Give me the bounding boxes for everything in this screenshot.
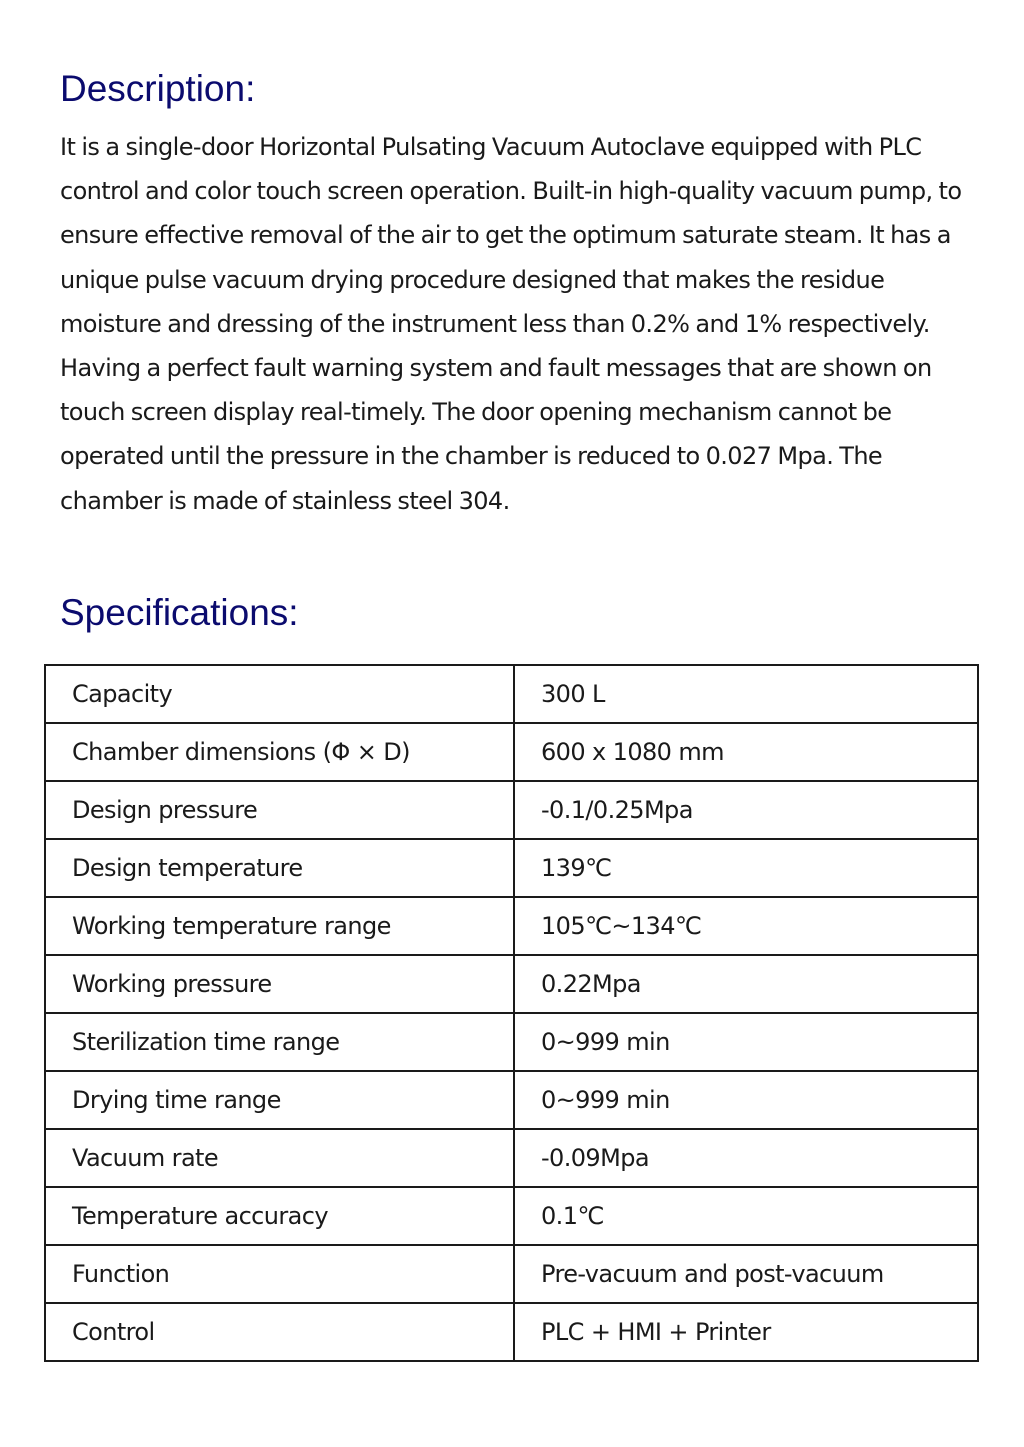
spec-label: Drying time range: [45, 1071, 514, 1129]
description-heading: Description:: [60, 68, 256, 109]
spec-label: Design temperature: [45, 839, 514, 897]
spec-label: Working pressure: [45, 955, 514, 1013]
spec-value: 0~999 min: [514, 1013, 978, 1071]
table-row: [45, 1303, 978, 1361]
spec-label: Vacuum rate: [45, 1129, 514, 1187]
table-row: [45, 781, 978, 839]
table-row: [45, 897, 978, 955]
table-row: [45, 723, 978, 781]
spec-value: -0.1/0.25Mpa: [514, 781, 978, 839]
spec-label: Control: [45, 1303, 514, 1361]
spec-value: 0.22Mpa: [514, 955, 978, 1013]
spec-label: Capacity: [45, 665, 514, 723]
table-row: [45, 665, 978, 723]
spec-value: 105℃~134℃: [514, 897, 978, 955]
spec-label: Temperature accuracy: [45, 1187, 514, 1245]
spec-value: 139℃: [514, 839, 978, 897]
table-row: [45, 839, 978, 897]
table-row: [45, 955, 978, 1013]
table-row: [45, 1071, 978, 1129]
spec-label: Function: [45, 1245, 514, 1303]
table-row: [45, 1187, 978, 1245]
spec-value: -0.09Mpa: [514, 1129, 978, 1187]
spec-value: 300 L: [514, 665, 978, 723]
specifications-table: [44, 664, 979, 1362]
spec-value: PLC + HMI + Printer: [514, 1303, 978, 1361]
spec-value: 0.1℃: [514, 1187, 978, 1245]
table-row: [45, 1129, 978, 1187]
spec-value: 600 x 1080 mm: [514, 723, 978, 781]
table-row: [45, 1245, 978, 1303]
spec-value: Pre-vacuum and post-vacuum: [514, 1245, 978, 1303]
description-text: It is a single-door Horizontal Pulsating Vacuum Autoclave equipped with PLC control and color touch screen operation. Built-in high-quality vacuum pump, to ensure effective removal of the air to get the optimum saturate steam. It has a unique pulse vacuum drying procedure designed that makes the residue moisture and dressing of the instrument less than 0.2% and 1% respectively. Having a perfect fault warning system and fault messages that are shown on touch screen display real-timely. The door opening mechanism cannot be operated until the pressure in the chamber is reduced to 0.027 Mpa. The chamber is made of stainless steel 304.: [60, 133, 962, 515]
table-row: [45, 1013, 978, 1071]
spec-label: Chamber dimensions (Φ × D): [45, 723, 514, 781]
specifications-heading: Specifications:: [60, 592, 299, 633]
spec-value: 0~999 min: [514, 1071, 978, 1129]
spec-label: Sterilization time range: [45, 1013, 514, 1071]
spec-label: Working temperature range: [45, 897, 514, 955]
spec-label: Design pressure: [45, 781, 514, 839]
